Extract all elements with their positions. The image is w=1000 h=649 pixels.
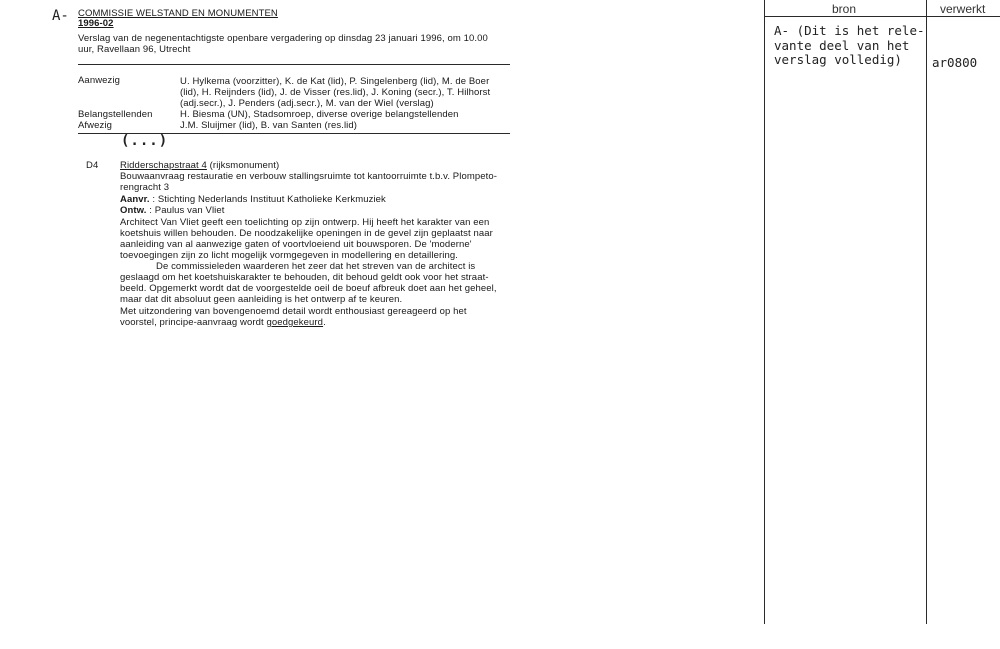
- absent-label: Afwezig: [78, 120, 112, 131]
- absent-value: J.M. Sluijmer (lid), B. van Santen (res.lid): [180, 120, 358, 131]
- margin-mark: A-: [52, 8, 69, 24]
- present-line-3: (adj.secr.), J. Penders (adj.secr.), M. van der Wiel (verslag): [180, 98, 434, 109]
- present-line-1: U. Hylkema (voorzitter), K. de Kat (lid), P. Singelenberg (lid), M. de Boer: [180, 76, 490, 87]
- verdict-prefix: voorstel, principe-aanvraag wordt: [120, 317, 267, 328]
- applicant-line: [120, 194, 386, 205]
- designer-line: [120, 205, 225, 216]
- body-line: Architect Van Vliet geeft een toelichting op zijn ontwerp. Hij heeft het karakter van een: [120, 217, 490, 228]
- item-code: D4: [86, 160, 99, 171]
- item-heading: [120, 160, 279, 171]
- body-line: geslaagd om het koetshuiskarakter te behouden, dit behoud geldt ook voor het straat-: [120, 272, 489, 283]
- body-line: De commissieleden waarderen het zeer dat het streven van de architect is: [156, 261, 476, 272]
- applicant-value: : Stichting Nederlands Instituut Katholieke Kerkmuziek: [149, 194, 386, 205]
- item-address: Ridderschapstraat 4: [120, 160, 207, 171]
- item-status: (rijksmonument): [206, 160, 280, 171]
- intro-line-2: uur, Ravellaan 96, Utrecht: [78, 44, 191, 55]
- intro-line-1: Verslag van de negenentachtigste openbare vergadering op dinsdag 23 januari 1996, om 10.00: [78, 33, 488, 44]
- designer-label: Ontw.: [120, 205, 147, 216]
- omission-mark: (...): [121, 133, 169, 149]
- body-line: maar dat dit absoluut geen aanleiding is het ontwerp af te keuren.: [120, 294, 403, 305]
- body-line: Met uitzondering van bovengenoemd detail wordt enthousiast gereageerd op het: [120, 306, 467, 317]
- interested-value: H. Biesma (UN), Stadsomroep, diverse overige belangstellenden: [180, 109, 459, 120]
- present-label: Aanwezig: [78, 75, 120, 86]
- source-note: A- (Dit is het rele- vante deel van het verslag volledig): [774, 23, 925, 67]
- header-rule: [764, 16, 1000, 17]
- body-line: aanleiding van al aanwezige gaten of voortvloeiend uit bouwsporen. De 'moderne': [120, 239, 472, 250]
- verdict-text: goedgekeurd: [266, 317, 324, 328]
- request-line-1: Bouwaanvraag restauratie en verbouw stallingsruimte tot kantoorruimte t.b.v. Plompeto-: [120, 171, 497, 182]
- body-line: beeld. Opgemerkt wordt dat de voorgestelde oeil de boeuf afbreuk doet aan het geheel,: [120, 283, 497, 294]
- archive-reference: ar0800: [932, 55, 978, 70]
- column-header-source: bron: [832, 2, 857, 16]
- body-line: toevoegingen zijn zo licht mogelijk vormgegeven in modellering en detaillering.: [120, 250, 458, 261]
- applicant-label: Aanvr.: [120, 194, 150, 205]
- body-line: koetshuis willen behouden. De noodzakelijke openingen in de gevel zijn geplaatst naar: [120, 228, 493, 239]
- column-divider-middle: [926, 0, 927, 624]
- column-header-processed: verwerkt: [940, 2, 986, 16]
- document-title: COMMISSIE WELSTAND EN MONUMENTEN: [78, 8, 278, 19]
- divider-top: [78, 64, 510, 65]
- document-subtitle: 1996-02: [78, 18, 114, 29]
- request-line-2: rengracht 3: [120, 182, 170, 193]
- verdict-suffix: .: [323, 317, 326, 328]
- designer-value: : Paulus van Vliet: [146, 205, 225, 216]
- verdict-line: [120, 317, 326, 328]
- column-divider-left: [764, 0, 765, 624]
- interested-label: Belangstellenden: [78, 109, 153, 120]
- present-line-2: (lid), H. Reijnders (lid), J. de Visser (res.lid), J. Koning (secr.), T. Hilhorst: [180, 87, 491, 98]
